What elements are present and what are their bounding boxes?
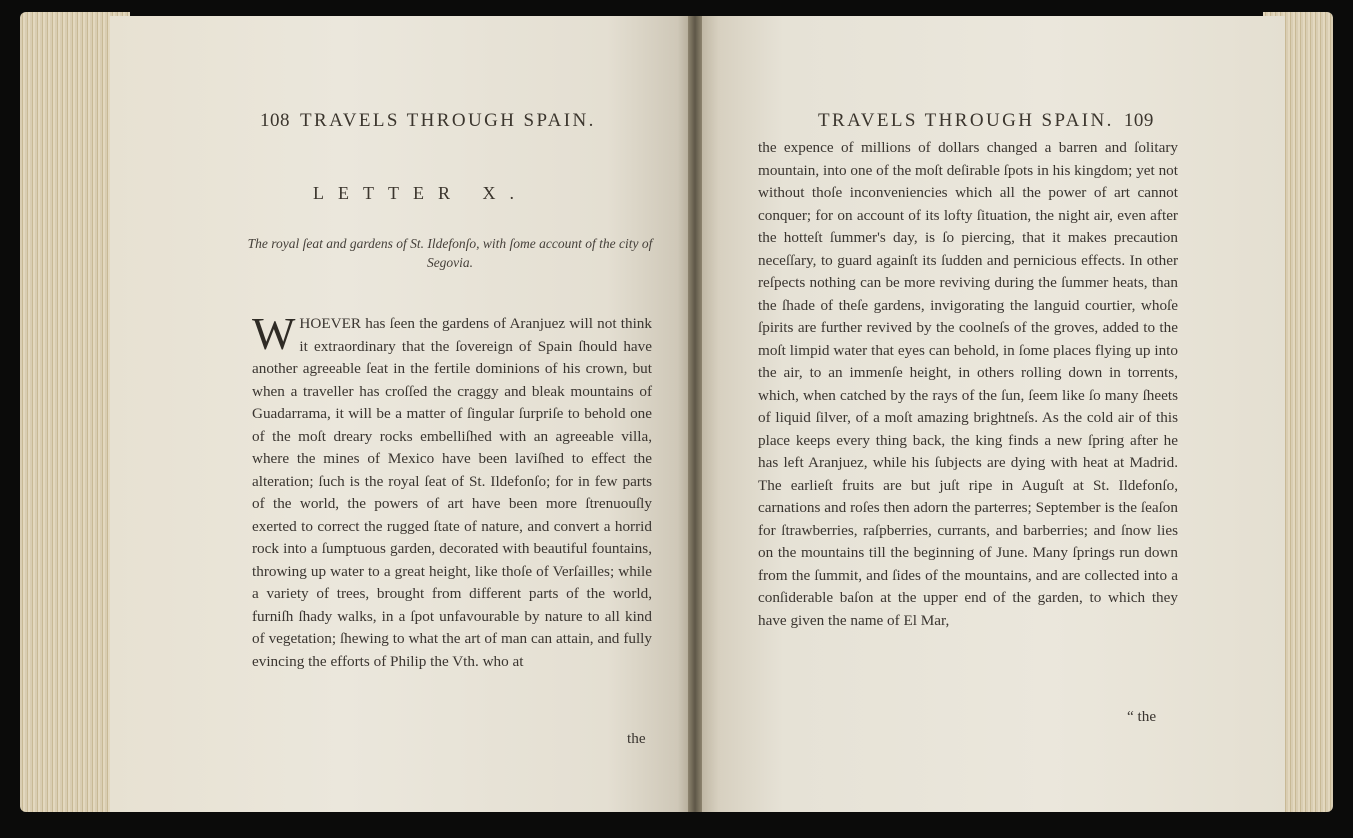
left-running-title: TRAVELS THROUGH SPAIN. <box>300 110 596 131</box>
letter-heading: LETTER X. <box>313 183 528 203</box>
right-body-paragraph: the expence of millions of dollars changed a barren and ſolitary mountain, into one of the moſt deſirable ſpots in his kingdom; yet not without thoſe inconveniencies which all the power of art cannot conquer; for on account of its lofty ſituation, the night air, even after the hotteſt ſummer's day, is ſo piercing, that it makes precaution neceſſary, to guard againſt its ſudden and pernicious effects. In other reſpects nothing can be more reviving during the ſummer heats, than the ſhade of theſe gardens, invigorating the languid courtier, whoſe ſpirits are further revived by the coolneſs of the groves, added to the moſt limpid water that eyes can behold, in ſome places flying up into the air, to an immenſe height, in others rolling down in torrents, which, when catched by the rays of the ſun, ſeem like ſo many ſheets of liquid ſilver, of a moſt amazing brightneſs. As the cold air of this place keeps every thing back, the king finds a new ſpring after he has left Aranjuez, while his ſubjects are dying with heat at Madrid. The earlieſt fruits are but juſt ripe in Auguſt at St. Ildefonſo, carnations and roſes then adorn the parterres; September is the ſeaſon for ſtrawberries, raſpberries, currants, and barberries; and ſnow lies on the mountains till the beginning of June. Many ſprings run down from the ſummit, and ſides of the mountains, and are collected into a conſiderable baſon at the upper end of the garden, to which they have given the name of El Mar, <box>758 139 1178 629</box>
right-body-text <box>758 137 1178 632</box>
left-body-paragraph: HOEVER has ſeen the gardens of Aranjuez will not think it extraordinary that the ſovereign of Spain ſhould have another agreeable ſeat in the fertile dominions of his crown, but when a traveller has croſſed the craggy and bleak mountains of Guadarrama, it will be a matter of ſingular ſurpriſe to behold one of the moſt dreary rocks embelliſhed with an agreeable villa, where the mines of Mexico have been laviſhed to effect the alteration; ſuch is the royal ſeat of St. Ildefonſo; for in few parts of the world, the powers of art have been more ſtrenuouſly exerted to correct the rugged ſtate of nature, and convert a horrid rock into a ſumptuous garden, decorated with beautiful fountains, throwing up water to a great height, like thoſe of Verſailles; while a variety of trees, brought from different parts of the world, furniſh ſhady walks, in a ſpot unfavourable by nature to all kind of vegetation; ſhewing to what the art of man can attain, and fully evincing the efforts of Philip the Vth. who at <box>252 315 652 670</box>
drop-cap: W <box>252 308 296 359</box>
book-spine <box>688 16 702 812</box>
letter-subtitle: The royal ſeat and gardens of St. Ildefonſo, with ſome account of the city of Segovia. <box>247 236 653 270</box>
left-page-number: 108 <box>260 110 290 131</box>
right-catchword: “ the <box>1127 708 1157 725</box>
left-body-text <box>252 308 652 673</box>
right-running-head <box>818 110 1164 132</box>
left-catchword: the <box>627 730 646 747</box>
left-running-head <box>250 110 596 132</box>
right-page-number: 109 <box>1123 110 1154 131</box>
right-running-title: TRAVELS THROUGH SPAIN. <box>818 110 1114 131</box>
